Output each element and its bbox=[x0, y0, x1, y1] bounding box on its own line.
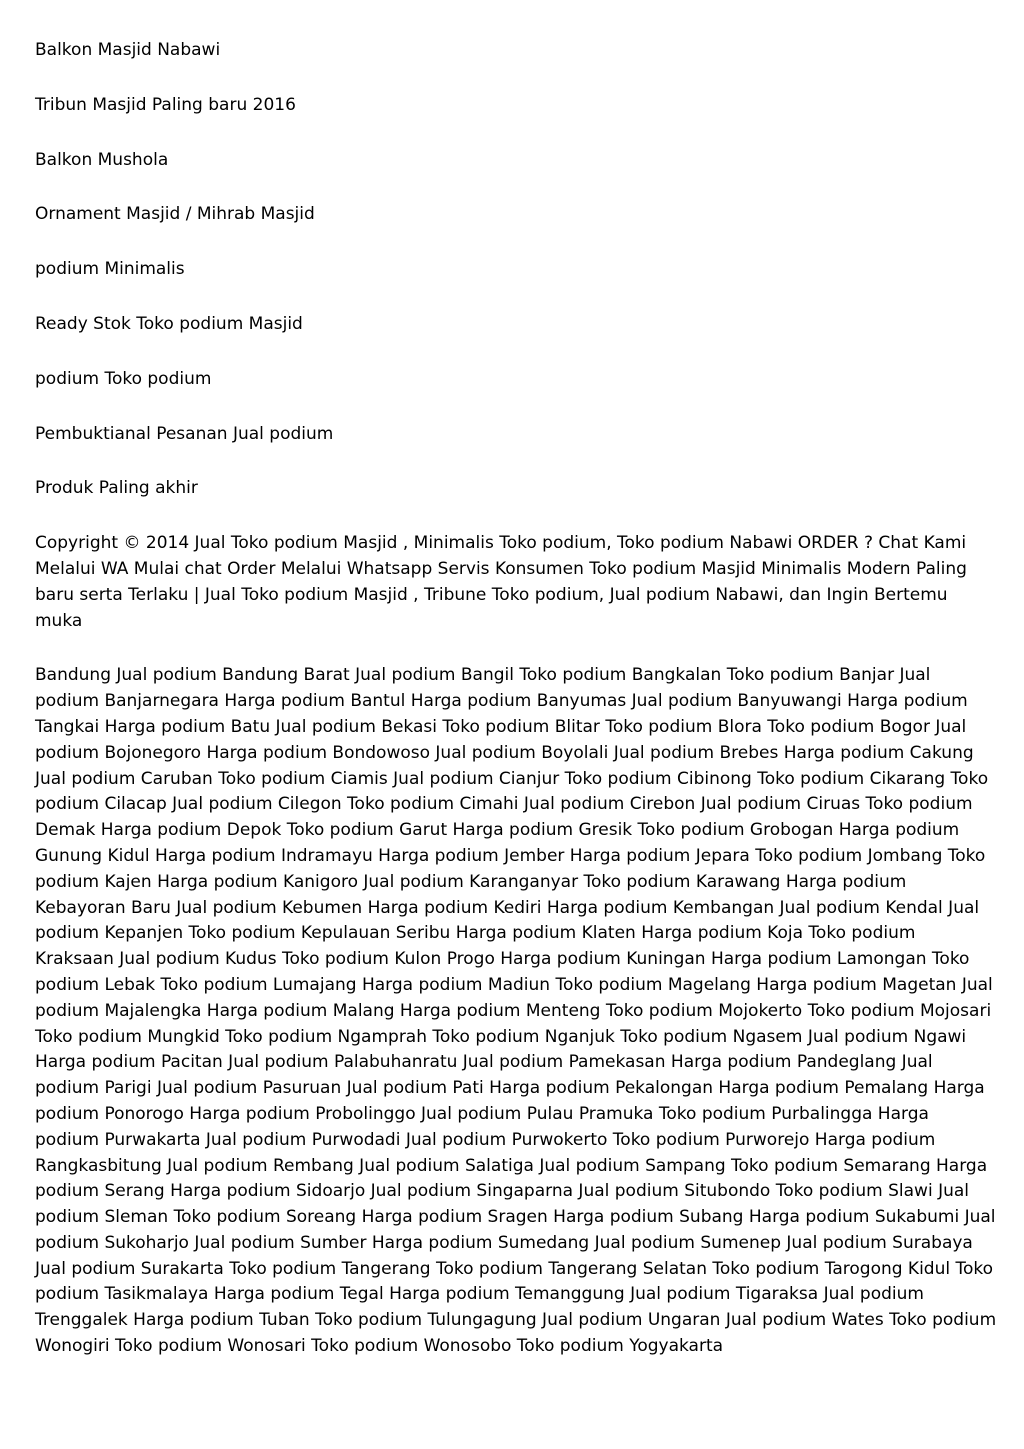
link-ornament-masjid[interactable]: Ornament Masjid / Mihrab Masjid bbox=[35, 204, 315, 225]
list-item bbox=[35, 476, 997, 502]
list-item bbox=[35, 148, 997, 174]
list-item bbox=[35, 38, 997, 64]
list-item bbox=[35, 367, 997, 393]
link-produk-paling-akhir[interactable]: Produk Paling akhir bbox=[35, 478, 198, 499]
link-podium-toko-podium[interactable]: podium Toko podium bbox=[35, 368, 212, 389]
link-pembuktianal-pesanan[interactable]: Pembuktianal Pesanan Jual podium bbox=[35, 423, 334, 444]
list-item bbox=[35, 422, 997, 448]
product-link-list bbox=[35, 38, 997, 502]
city-keyword-list: Bandung Jual podium Bandung Barat Jual podium Bangil Toko podium Bangkalan Toko podium Banjar Jual podium Banjarnegara Harga podium Bantul Harga podium Banyumas Jual podium Banyuwangi Harga podium Tangkai Harga podium Batu Jual podium Bekasi Toko podium Blitar Toko podium Blora Toko podium Bogor Jual podium Bojonegoro Harga podium Bondowoso Jual podium Boyolali Jual podium Brebes Harga podium Cakung Jual podium Caruban Toko podium Ciamis Jual podium Cianjur Toko podium Cibinong Toko podium Cikarang Toko podium Cilacap Jual podium Cilegon Toko podium Cimahi Jual podium Cirebon Jual podium Ciruas Toko podium Demak Harga podium Depok Toko podium Garut Harga podium Gresik Toko podium Grobogan Harga podium Gunung Kidul Harga podium Indramayu Harga podium Jember Harga podium Jepara Toko podium Jombang Toko podium Kajen Harga podium Kanigoro Jual podium Karanganyar Toko podium Karawang Harga podium Kebayoran Baru Jual podium Kebumen Harga podium Kediri Harga podium Kembangan Jual podium Kendal Jual podium Kepanjen Toko podium Kepulauan Seribu Harga podium Klaten Harga podium Koja Toko podium Kraksaan Jual podium Kudus Toko podium Kulon Progo Harga podium Kuningan Harga podium Lamongan Toko podium Lebak Toko podium Lumajang Harga podium Madiun Toko podium Magelang Harga podium Magetan Jual podium Majalengka Harga podium Malang Harga podium Menteng Toko podium Mojokerto Toko podium Mojosari Toko podium Mungkid Toko podium Ngamprah Toko podium Nganjuk Toko podium Ngasem Jual podium Ngawi Harga podium Pacitan Jual podium Palabuhanratu Jual podium Pamekasan Harga podium Pandeglang Jual podium Parigi Jual podium Pasuruan Jual podium Pati Harga podium Pekalongan Harga podium Pemalang Harga podium Ponorogo Harga podium Probolinggo Jual podium Pulau Pramuka Toko podium Purbalingga Harga podium Purwakarta Jual podium Purwodadi Jual podium Purwokerto Toko podium Purworejo Harga podium Rangkasbitung Jual podium Rembang Jual podium Salatiga Jual podium Sampang Toko podium Semarang Harga podium Serang Harga podium Sidoarjo Jual podium Singaparna Jual podium Situbondo Toko podium Slawi Jual podium Sleman Toko podium Soreang Harga podium Sragen Harga podium Subang Harga podium Sukabumi Jual podium Sukoharjo Jual podium Sumber Harga podium Sumedang Jual podium Sumenep Jual podium Surabaya Jual podium Surakarta Toko podium Tangerang Toko podium Tangerang Selatan Toko podium Tarogong Kidul Toko podium Tasikmalaya Harga podium Tegal Harga podium Temanggung Jual podium Tigaraksa Jual podium Trenggalek Harga podium Tuban Toko podium Tulungagung Jual podium Ungaran Jual podium Wates Toko podium Wonogiri Toko podium Wonosari Toko podium Wonosobo Toko podium Yogyakarta bbox=[35, 665, 997, 1357]
link-tribun-masjid[interactable]: Tribun Masjid Paling baru 2016 bbox=[35, 94, 296, 115]
copyright-text: Copyright © 2014 Jual Toko podium Masjid , Minimalis Toko podium, Toko podium Nabawi ORDER ? Chat Kami Melalui WA Mulai chat Order Melalui Whatsapp Servis Konsumen Toko podium Masjid Minimalis Modern Paling baru serta Terlaku | Jual Toko podium Masjid , Tribune Toko podium, Jual podium Nabawi, dan Ingin Bertemu muka bbox=[35, 533, 967, 631]
link-podium-minimalis[interactable]: podium Minimalis bbox=[35, 259, 185, 280]
page-content bbox=[35, 38, 997, 1360]
list-item bbox=[35, 202, 997, 228]
link-ready-stok[interactable]: Ready Stok Toko podium Masjid bbox=[35, 313, 303, 334]
link-balkon-masjid-nabawi[interactable]: Balkon Masjid Nabawi bbox=[35, 40, 221, 60]
list-item bbox=[35, 257, 997, 283]
link-balkon-mushola[interactable]: Balkon Mushola bbox=[35, 149, 169, 170]
list-item bbox=[35, 93, 997, 119]
list-item bbox=[35, 312, 997, 338]
